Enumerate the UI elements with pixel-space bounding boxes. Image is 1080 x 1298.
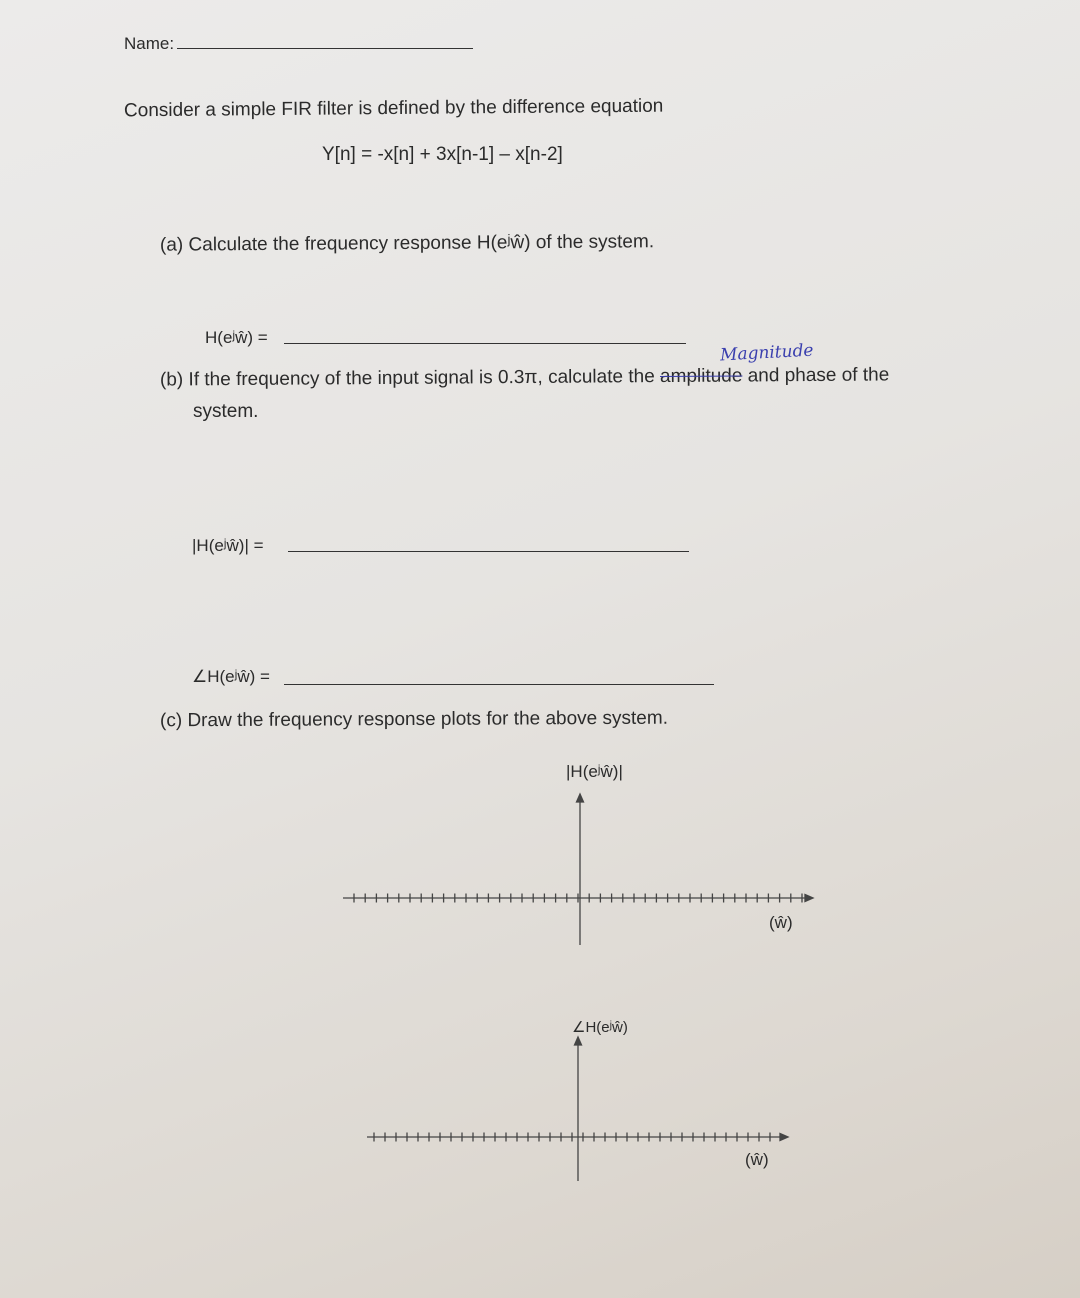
plot1-x-label: (ŵ) [769, 913, 793, 932]
x-axis-arrow [805, 895, 813, 902]
part-a-answer-label: H(eʲŵ) = [205, 328, 268, 347]
phase-plot-axes [360, 1035, 800, 1185]
phase-answer-field[interactable] [284, 684, 714, 685]
plot1-y-label: |H(eʲŵ)| [566, 762, 623, 781]
part-b-line2: system. [193, 401, 259, 422]
intro-text: Consider a simple FIR filter is defined by the difference equation [123, 95, 664, 122]
name-field[interactable] [177, 48, 473, 49]
part-c-question: (c) Draw the frequency response plots for the above system. [159, 707, 669, 732]
part-a-answer-field[interactable] [284, 343, 686, 344]
handwritten-correction: Magnitude [719, 340, 815, 366]
x-axis-arrow [780, 1134, 788, 1141]
plot2-y-label: ∠H(eʲŵ) [572, 1019, 628, 1036]
phase-label: ∠H(eʲŵ) = [192, 667, 270, 686]
struck-word: amplitude [659, 365, 743, 388]
part-b-suffix: and phase of the [747, 364, 890, 387]
part-b-question [160, 364, 889, 391]
difference-equation: Y[n] = -x[n] + 3x[n-1] – x[n-2] [322, 144, 563, 165]
magnitude-plot-axes [340, 790, 820, 950]
y-axis-arrow [575, 1037, 582, 1045]
magnitude-answer-field[interactable] [288, 551, 689, 552]
name-label: Name: [124, 34, 175, 53]
part-a-question: (a) Calculate the frequency response H(eʲŵ) of the system. [159, 231, 655, 256]
part-b-prefix: (b) If the frequency of the input signal is 0.3π, calculate the [159, 366, 655, 391]
y-axis-arrow [577, 794, 584, 802]
plot2-x-label: (ŵ) [745, 1150, 769, 1169]
magnitude-label: |H(eʲŵ)| = [192, 536, 264, 555]
